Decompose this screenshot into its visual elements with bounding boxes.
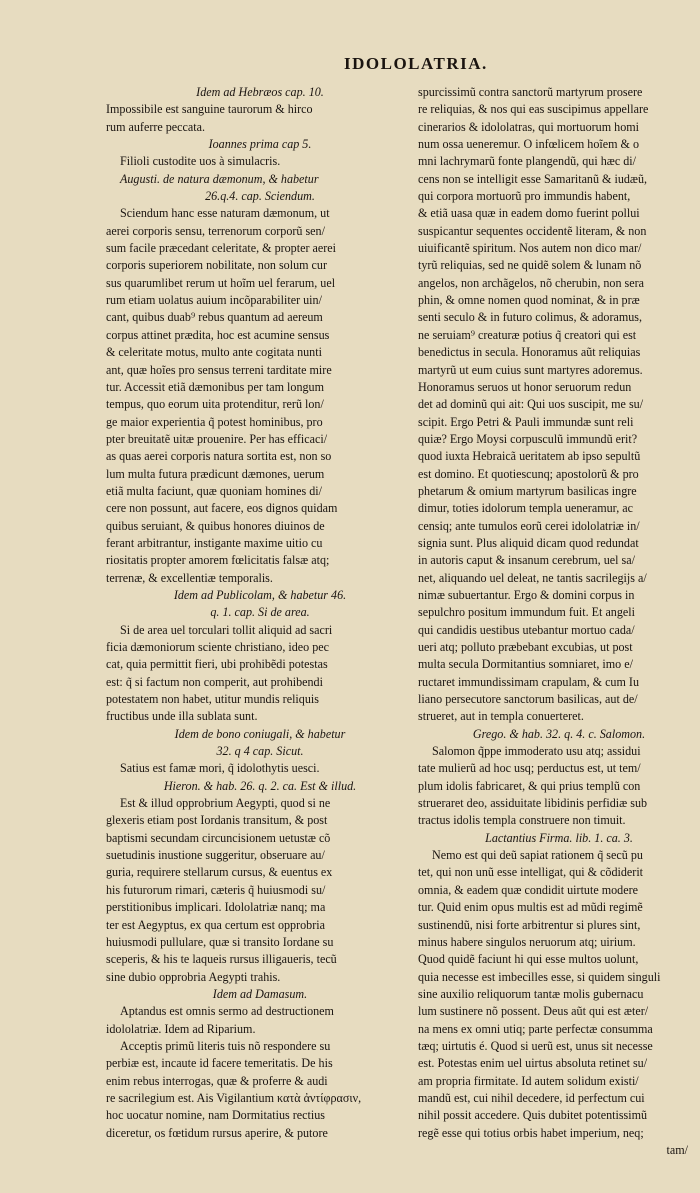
text-line: mni lachrymarũ fonte plangendũ, qui hæc di/: [418, 154, 636, 169]
text-line: his futurorum rimari, cæteris q̃ huiusmodi su/: [106, 882, 326, 897]
text-line: sus quarumlibet rerum ut hoĩm uel ferarum, uel: [106, 275, 336, 290]
text-line: sepulchro positum immundum fuit. Et angeli: [418, 605, 635, 620]
text-line: Nemo est qui deũ sapiat rationem q̃ secũ pu: [432, 848, 643, 863]
text-line: sum facile præcedant celeritate, & propter aerei: [106, 241, 336, 256]
text-line: baptismi secundam circuncisionem uetustæ cõ: [106, 830, 331, 845]
text-line: num ossa ueneremur. O infœlicem hoĩem & o: [418, 137, 639, 152]
citation-line: Lactantius Firma. lib. 1. ca. 3.: [485, 830, 633, 845]
text-line: sine auxilio reliquorum tantæ molis gubernacu: [418, 986, 644, 1001]
text-line: sustinendũ, nisi forte arbitrentur si plures sint,: [418, 917, 641, 932]
text-line: pter breuitatẽ uitæ prouenire. Per has efficaci/: [106, 431, 328, 446]
text-line: ne seruiam⁹ creaturæ potius q̃ creatori qui est: [418, 327, 637, 342]
text-line: Si de area uel torculari tollit aliquid ad sacri: [120, 622, 333, 637]
text-line: am propria firmitate. Id autem solidum existi/: [418, 1073, 639, 1088]
text-line: tur. Accessit etiã dæmonibus per tam longum: [106, 379, 324, 394]
text-line: fructibus unde illa sublata sunt.: [106, 709, 258, 724]
text-line: omnia, & eadem quæ condidit uirtute modere: [418, 882, 638, 897]
text-line: Acceptis primũ literis tuis nõ respondere su: [120, 1038, 331, 1053]
text-line: etiã multa faciunt, quæ quoniam homines di/: [106, 483, 322, 498]
text-line: martyrũ ut eum cuius sunt martyres adoremus.: [418, 362, 643, 377]
text-line: phetarum & omium martyrum basilicas ingre: [418, 483, 637, 498]
text-line: tate mulierũ ad hoc usq; perductus est, ut tem/: [418, 761, 641, 776]
text-line: qui candidis uestibus utebantur mortuo cada/: [418, 622, 635, 637]
text-line: Salomon q̃ppe immoderato usu atq; assidui: [432, 744, 641, 759]
text-line: quibus seruiant, & quibus honores diuinos de: [106, 518, 325, 533]
citation-line: Grego. & hab. 32. q. 4. c. Salomon.: [472, 726, 646, 741]
text-line: guria, requirere stellarum cursus, & euentus ex: [106, 865, 333, 880]
text-line: ferant arbitrantur, instigante maxime uitio cu: [106, 535, 323, 550]
citation-line: Ioannes prima cap 5.: [208, 137, 312, 152]
text-line: huiusmodi pullulare, quæ si transito Iordane su: [106, 934, 334, 949]
text-line: sceperis, & his te laqueis rursus illigaueris, tecũ: [106, 952, 337, 967]
text-line: uiuificantẽ spiritum. Nos autem non dico mar/: [418, 241, 642, 256]
text-line: spurcissimũ contra sanctorũ martyrum prosere: [418, 85, 643, 99]
text-line: terrenæ, & excellentiæ temporalis.: [106, 570, 273, 585]
text-line: Est & illud opprobrium Aegypti, quod si ne: [120, 796, 331, 811]
text-line: cinerarios & idololatras, qui mortuorum homi: [418, 119, 640, 134]
text-line: tempus, quo eorum uita protenditur, rerũ lon/: [106, 397, 324, 412]
text-line: quiæ? Ergo Moysi corpusculũ immundũ erit?: [418, 431, 638, 446]
text-line: regẽ esse qui totius orbis habet imperium, neq;: [418, 1125, 644, 1140]
text-line: Filioli custodite uos à simulacris.: [120, 154, 281, 169]
text-line: strueraret deo, assiduitate libidinis perfidiæ sub: [418, 796, 648, 811]
text-line: Sciendum hanc esse naturam dæmonum, ut: [120, 206, 330, 221]
text-line: corporis superiorem nobilitate, non solum cur: [106, 258, 328, 273]
text-line: cens non se intelligit esse Samaritanũ & iudæũ,: [418, 171, 648, 186]
citation-line: Idem ad Damasum.: [212, 986, 308, 1001]
text-line: potestatem non habet, utitur mundis reliquis: [106, 692, 319, 707]
text-line: perstitionibus implicari. Idololatriæ nanq; ma: [106, 900, 326, 915]
text-line: net, aliquando uel deleat, ne tantis sacrilegijs a/: [418, 570, 647, 585]
right-column: [418, 84, 700, 1159]
text-line: nihil possit accedere. Quis dubitet potentissimũ: [418, 1108, 648, 1123]
text-line: signia sunt. Plus aliquid dicam quod redundat: [418, 535, 639, 550]
citation-line: Augusti. de natura dæmonum, & habetur: [120, 171, 319, 186]
text-line: lum sustinere nõ possent. Deus aũt qui est æter/: [418, 1004, 649, 1019]
text-line: glexeris etiam post Iordanis transitum, & post: [106, 813, 328, 828]
text-line: hoc uocatur nomine, nam Dormitatius rectius: [106, 1108, 325, 1123]
text-line: ant, quæ hoĩes pro sensus terreni tarditate mire: [106, 362, 332, 377]
text-line: riositatis propter amorem fœlicitatis falsæ atq;: [106, 553, 330, 568]
text-line: quod iuxta Hebraicã ueritatem ab ipso sepultũ: [418, 449, 641, 464]
text-line: sine dubio opprobria Aegypti trahis.: [106, 969, 281, 984]
text-line: & etiã uasa quæ in eadem domo fuerint pollui: [418, 206, 640, 221]
text-line: tæq; uirtutis é. Quod si uerũ est, unus sit necesse: [418, 1038, 653, 1053]
text-line: ficia dæmoniorum sciente christiano, ideo pec: [106, 640, 329, 654]
text-line: censiq; ante tumulos eorũ cerei idololatriæ in/: [418, 518, 640, 533]
left-column: [106, 84, 414, 1142]
text-line: phin, & omne nomen quod nominat, & in præ: [418, 293, 640, 308]
text-line: cant, quibus duab⁹ rebus quantum ad aereum: [106, 310, 323, 325]
text-line: Aptandus est omnis sermo ad destructionem: [120, 1004, 334, 1019]
text-line: quia necesse est imbecilles esse, si quidem singuli: [418, 969, 661, 984]
text-line: tractus idolis templa construere non timuit.: [418, 813, 626, 828]
citation-line: Idem de bono coniugali, & habetur: [174, 726, 346, 741]
text-line: liano persecutore sanctorum basilicas, aut de/: [418, 692, 638, 707]
text-line: enim rebus interrogas, quæ & proferre & audi: [106, 1073, 328, 1088]
citation-line: Idem ad Hebræos cap. 10.: [196, 85, 324, 99]
text-line: na mens ex omni utiq; parte perfectæ consumma: [418, 1021, 653, 1036]
text-line: multa secula Dormitantius somniaret, imo e/: [418, 657, 633, 672]
text-line: diceretur, os fœtidum rursus aperire, & putore: [106, 1125, 328, 1140]
text-line: strueret, aut in templa conuerteret.: [418, 709, 584, 724]
text-line: benedictus in secula. Honoramus aũt reliquias: [418, 345, 641, 360]
text-line: ructaret immundissimam crapulam, & cum Iu: [418, 674, 639, 689]
citation-line: Hieron. & hab. 26. q. 2. ca. Est & illud.: [163, 778, 357, 793]
text-line: re reliquias, & nos qui eas suscipimus appellare: [418, 102, 649, 117]
text-line: tet, qui non unũ esse intelligat, qui & cõdiderit: [418, 865, 644, 880]
text-line: Quod quidẽ faciunt hi qui esse multos uolunt,: [418, 952, 639, 967]
text-line: minus habere singulos neruorum atq; uirium.: [418, 934, 636, 949]
text-line: tur. Quid enim opus multis est ad mũdi regimẽ: [418, 900, 643, 915]
text-line: Satius est famæ mori, q̃ idolothytis uesci.: [120, 761, 320, 776]
text-line: perbiæ est, incaute id facere temeritatis. De his: [106, 1056, 333, 1071]
text-line: mandũ est, cui nihil decedere, id perfectum cui: [418, 1090, 645, 1105]
text-line: angelos, non archãgelos, nõ cherubin, non sera: [418, 275, 645, 290]
running-header: IDOLOLATRIA.: [344, 54, 488, 73]
text-line: tam/: [666, 1142, 688, 1157]
text-line: cere non possunt, aut facere, eos dignos quidam: [106, 501, 338, 516]
text-line: cat, quia permittit fieri, ubi prohibẽdi potestas: [106, 657, 328, 672]
text-line: dimur, toties idolorum templa ueneramur, ac: [418, 501, 633, 516]
text-line: est. Potestas enim uel uirtus absoluta retinet su/: [418, 1056, 648, 1071]
text-line: suetudinis inustione suggeritur, obseruare au/: [106, 848, 325, 863]
text-line: det ad dominũ qui ait: Qui uos suscipit, me su/: [418, 397, 644, 412]
text-line: re sacrilegium est. Ais Vigilantium κατὰ ἀντίφρασιν,: [106, 1090, 362, 1105]
citation-line: q. 1. cap. Si de area.: [210, 605, 310, 620]
text-line: as quas aerei corporis natura sortita est, non so: [106, 449, 332, 464]
text-line: idololatriæ. Idem ad Riparium.: [106, 1021, 256, 1036]
text-line: qui corpora mortuorũ pro immundis habent,: [418, 189, 631, 204]
text-line: lum multa futura prædicunt dæmones, uerum: [106, 466, 325, 481]
text-line: rum auferre peccata.: [106, 119, 206, 134]
text-line: & celeritate motus, multo ante cogitata nunti: [106, 345, 322, 360]
text-line: scipit. Ergo Petri & Pauli immundæ sunt reli: [418, 414, 634, 429]
text-line: Honoramus seruos ut honor seruorum redun: [418, 379, 632, 394]
text-line: rum etiam uolatus auium incõparabiliter uin/: [106, 293, 322, 308]
text-line: ge maior experientia q̃ potest hominibus, pro: [106, 414, 323, 429]
text-line: est: q̃ si factum non comperit, aut prohibendi: [106, 674, 323, 689]
text-line: suspicantur sequentes occidentẽ literam, & non: [418, 223, 647, 238]
citation-line: Idem ad Publicolam, & habetur 46.: [173, 587, 347, 602]
text-line: ter est Aegyptus, ex qua certum est opprobria: [106, 917, 325, 932]
text-line: corpus attinet prædita, hoc est acumine sensus: [106, 327, 330, 342]
text-line: senti seculo & in futuro colimus, & adoramus,: [418, 310, 643, 325]
text-line: tyrũ reliquias, sed ne quidẽ solem & lunam nõ: [418, 258, 642, 273]
text-line: ueri atq; polluto præbebant excubias, ut post: [418, 640, 633, 654]
text-line: plum idolis fabricaret, & qui prius templũ con: [418, 778, 641, 793]
citation-line: 32. q 4 cap. Sicut.: [216, 744, 304, 759]
text-line: nimæ subuertantur. Ergo & domini corpus in: [418, 587, 635, 602]
text-line: est domino. Et quotiescunq; apostolorũ & pro: [418, 466, 639, 481]
text-line: aerei corporis sensu, terrenorum corporũ sen/: [106, 223, 325, 238]
text-line: in autoris caput & insanum cerebrum, uel sa/: [418, 553, 635, 568]
citation-line: 26.q.4. cap. Sciendum.: [205, 189, 315, 204]
text-line: Impossibile est sanguine taurorum & hirco: [106, 102, 313, 117]
